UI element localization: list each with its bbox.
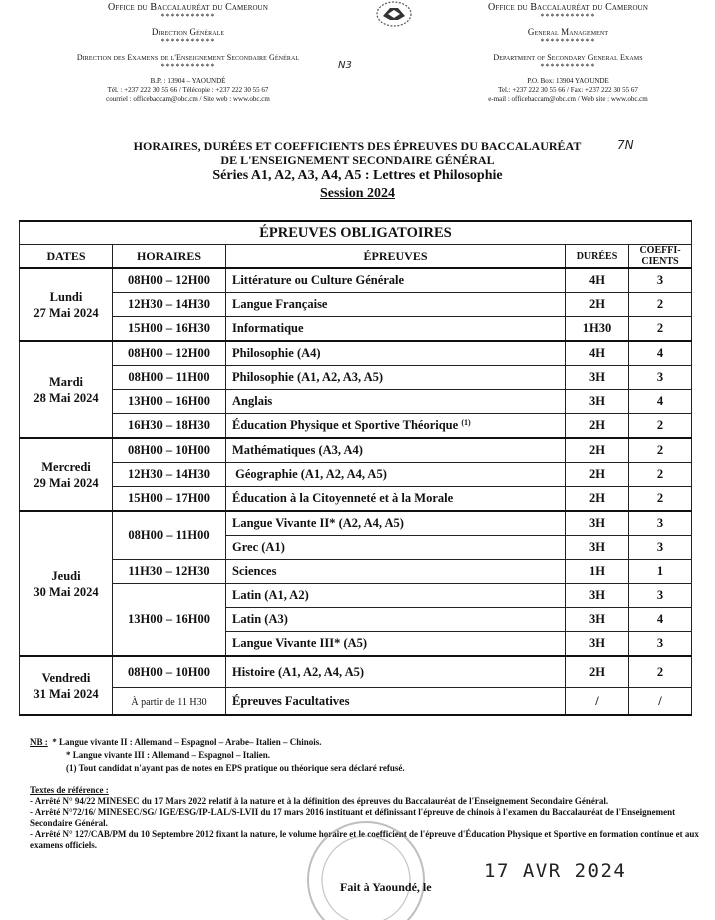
col-header-coefficients: COEFFI- CIENTS <box>629 245 692 269</box>
coef-cell: 3 <box>629 632 692 657</box>
table-row <box>20 463 692 487</box>
epreuve-cell: Philosophie (A4) <box>226 341 566 366</box>
coef-cell: 1 <box>629 560 692 584</box>
horaire-cell: 15H00 – 17H00 <box>113 487 226 512</box>
epreuve-cell: Philosophie (A1, A2, A3, A5) <box>226 366 566 390</box>
coef-cell: 2 <box>629 438 692 463</box>
coef-cell: 2 <box>629 414 692 439</box>
coef-cell: 2 <box>629 656 692 688</box>
header-left-bp: B.P. : 13904 – YAOUNDÉ <box>150 77 226 85</box>
footnote-marker: (1) <box>461 418 471 427</box>
handwritten-note: 7N <box>617 138 634 152</box>
horaire-cell: 15H00 – 16H30 <box>113 317 226 342</box>
header-left-stars: *********** <box>160 12 216 21</box>
horaire-cell: 12H30 – 14H30 <box>113 463 226 487</box>
signature-place: Fait à Yaoundé, le <box>340 880 432 894</box>
table-row <box>20 438 692 463</box>
table-row <box>20 366 692 390</box>
reference-item: - Arrêté N°72/16/ MINESEC/SG/ IGE/ESG/IP-LAL/S-LVII du 17 mars 2016 instituant et définissant l'épreuve de chinois à l'examen du Baccalauréat de l'Enseignement Secondaire Général. <box>30 807 676 828</box>
horaire-cell: 13H00 – 16H00 <box>113 390 226 414</box>
schedule-table <box>19 220 692 716</box>
table-row <box>20 268 692 293</box>
coef-cell: 2 <box>629 317 692 342</box>
header-left-stars: *********** <box>160 62 216 71</box>
duree-cell: 3H <box>566 608 629 632</box>
duree-cell: 4H <box>566 268 629 293</box>
epreuve-cell: Histoire (A1, A2, A4, A5) <box>226 656 566 688</box>
duree-cell: 3H <box>566 390 629 414</box>
epreuve-cell: Informatique <box>226 317 566 342</box>
col-header-dates: DATES <box>20 245 113 269</box>
coef-cell: 3 <box>629 584 692 608</box>
coef-cell: 3 <box>629 511 692 536</box>
epreuve-cell: Grec (A1) <box>226 536 566 560</box>
horaire-cell: 08H00 – 11H00 <box>113 366 226 390</box>
coef-cell: 3 <box>629 366 692 390</box>
header-right-org: Office du Baccalauréat du Cameroun <box>488 2 648 13</box>
epreuve-cell: Mathématiques (A3, A4) <box>226 438 566 463</box>
header-left-division: Direction des Examens de l'Enseignement Secondaire Général <box>76 53 300 62</box>
horaire-cell: 08H00 – 10H00 <box>113 438 226 463</box>
title-line-1: HORAIRES, DURÉES ET COEFFICIENTS DES ÉPREUVES DU BACCALAURÉAT <box>133 139 582 153</box>
col-header-durees: DURÉES <box>566 245 629 269</box>
duree-cell: 3H <box>566 536 629 560</box>
date-stamp: 17 AVR 2024 <box>484 860 627 882</box>
epreuve-cell: Éducation à la Citoyenneté et à la Morale <box>226 487 566 512</box>
header-right-direction: General Management <box>527 27 609 37</box>
header-left <box>38 2 338 104</box>
horaire-cell: 16H30 – 18H30 <box>113 414 226 439</box>
duree-cell: 2H <box>566 487 629 512</box>
document-title <box>0 139 715 202</box>
coef-cell: 2 <box>629 463 692 487</box>
col-header-epreuves: ÉPREUVES <box>226 245 566 269</box>
official-seal-stamp <box>296 800 436 920</box>
table-banner-row <box>20 221 692 245</box>
epreuve-cell: Sciences <box>226 560 566 584</box>
horaire-cell: À partir de 11 H30 <box>113 688 226 716</box>
duree-cell: 2H <box>566 463 629 487</box>
header-left-stars: *********** <box>160 37 216 46</box>
epreuve-cell: Anglais <box>226 390 566 414</box>
references-title: Textes de référence : <box>30 785 109 795</box>
coef-cell: 3 <box>629 536 692 560</box>
date-cell: Lundi 27 Mai 2024 <box>20 268 113 341</box>
date-cell: Vendredi 31 Mai 2024 <box>20 656 113 715</box>
horaire-cell: 08H00 – 10H00 <box>113 656 226 688</box>
duree-cell: 1H <box>566 560 629 584</box>
duree-cell: 2H <box>566 438 629 463</box>
handwritten-note: N3 <box>338 60 352 71</box>
reference-item: - Arrêté N° 94/22 MINESEC du 17 Mars 2022 relatif à la nature et à la définition des épreuves du Baccalauréat de l'Enseignement Secondaire Général. <box>30 796 609 806</box>
duree-cell: 3H <box>566 511 629 536</box>
table-header-row <box>20 245 692 269</box>
epreuve-cell: Latin (A1, A2) <box>226 584 566 608</box>
coef-cell: 3 <box>629 268 692 293</box>
table-row <box>20 293 692 317</box>
table-row <box>20 511 692 536</box>
table-row <box>20 584 692 608</box>
duree-cell: 2H <box>566 293 629 317</box>
table-row <box>20 656 692 688</box>
coef-cell: 2 <box>629 293 692 317</box>
header-right-division: Department of Secondary General Exams <box>493 53 643 62</box>
title-session: Session 2024 <box>319 186 396 201</box>
table-row <box>20 341 692 366</box>
obc-logo <box>374 0 414 28</box>
duree-cell: 3H <box>566 366 629 390</box>
horaire-cell: 12H30 – 14H30 <box>113 293 226 317</box>
coef-cell: 2 <box>629 487 692 512</box>
table-banner: ÉPREUVES OBLIGATOIRES <box>20 221 692 245</box>
header-right-stars: *********** <box>540 37 596 46</box>
note-eps: (1) Tout candidat n'ayant pas de notes en EPS pratique ou théorique sera déclaré refusé. <box>66 763 405 773</box>
col-header-horaires: HORAIRES <box>113 245 226 269</box>
header-left-web: courriel : officebaccam@obc.cm / Site web : www.obc.cm <box>106 95 270 103</box>
horaire-cell: 08H00 – 11H00 <box>113 511 226 560</box>
horaire-cell: 08H00 – 12H00 <box>113 268 226 293</box>
duree-cell: 3H <box>566 632 629 657</box>
epreuve-cell: Latin (A3) <box>226 608 566 632</box>
duree-cell: 1H30 <box>566 317 629 342</box>
date-cell: Mardi 28 Mai 2024 <box>20 341 113 438</box>
epreuve-cell: Langue Vivante II* (A2, A4, A5) <box>226 511 566 536</box>
header-left-org: Office du Baccalauréat du Cameroun <box>108 2 268 13</box>
table-row <box>20 688 692 716</box>
epreuve-cell: Épreuves Facultatives <box>226 688 566 716</box>
epreuve-cell: Éducation Physique et Sportive Théorique $^{(1)}$ <box>226 414 566 439</box>
header-right-tel: Tel.: +237 222 30 55 66 / Fax: +237 222 30 55 67 <box>498 86 638 94</box>
epreuve-cell: Géographie (A1, A2, A4, A5) <box>226 463 566 487</box>
notes-block <box>30 736 700 775</box>
epreuve-cell: Langue Française <box>226 293 566 317</box>
horaire-cell: 08H00 – 12H00 <box>113 341 226 366</box>
epreuve-cell: Littérature ou Culture Générale <box>226 268 566 293</box>
coef-cell: / <box>629 688 692 716</box>
coef-cell: 4 <box>629 390 692 414</box>
table-row <box>20 390 692 414</box>
coef-cell: 4 <box>629 608 692 632</box>
reference-item: - Arrêté N° 127/CAB/PM du 10 Septembre 2012 fixant la nature, le volume horaire et le coefficient de l'épreuve d'Éducation Physique et Sportive en formation continue et aux examens officiels. <box>30 829 699 850</box>
table-row <box>20 414 692 439</box>
table-row <box>20 317 692 342</box>
horaire-cell: 13H00 – 16H00 <box>113 584 226 657</box>
date-cell: Mercredi 29 Mai 2024 <box>20 438 113 511</box>
table-row <box>20 560 692 584</box>
header-right-stars: *********** <box>540 62 596 71</box>
note-lv3: * Langue vivante III : Allemand – Espagnol – Italien. <box>66 750 271 760</box>
header-left-direction: Direction Générale <box>151 27 225 37</box>
header-right-web: e-mail : officebaccam@obc.cm / Web site : www.obc.cm <box>488 95 648 103</box>
duree-cell: 4H <box>566 341 629 366</box>
horaire-cell: 11H30 – 12H30 <box>113 560 226 584</box>
header-right <box>418 2 715 104</box>
duree-cell: / <box>566 688 629 716</box>
duree-cell: 2H <box>566 414 629 439</box>
header-left-tel: Tél. : +237 222 30 55 66 / Télécopie : +237 222 30 55 67 <box>107 86 269 94</box>
header-right-stars: *********** <box>540 12 596 21</box>
note-lv2: * Langue vivante II : Allemand – Espagnol – Arabe– Italien – Chinois. <box>52 737 322 747</box>
epreuve-cell: Langue Vivante III* (A5) <box>226 632 566 657</box>
nb-label: NB : <box>30 737 48 747</box>
date-cell: Jeudi 30 Mai 2024 <box>20 511 113 656</box>
header-right-bp: P.O. Box: 13904 YAOUNDE <box>527 77 609 85</box>
duree-cell: 2H <box>566 656 629 688</box>
title-series: Séries A1, A2, A3, A4, A5 : Lettres et Philosophie <box>212 168 503 183</box>
duree-cell: 3H <box>566 584 629 608</box>
table-row <box>20 487 692 512</box>
title-line-2: DE L'ENSEIGNEMENT SECONDAIRE GÉNÉRAL <box>220 153 495 167</box>
coef-cell: 4 <box>629 341 692 366</box>
